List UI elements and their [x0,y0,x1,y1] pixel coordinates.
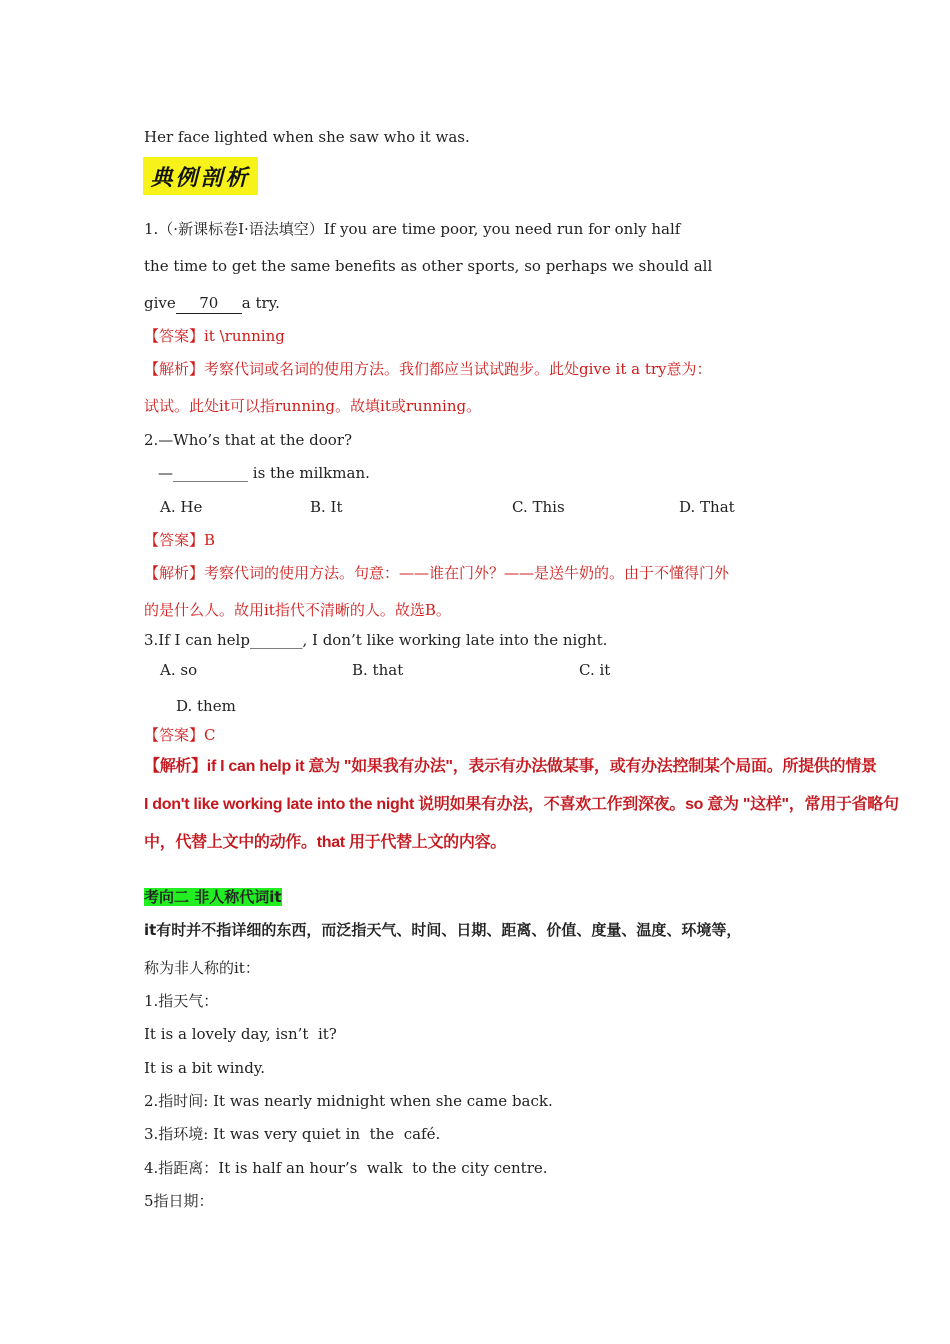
q3-analysis-line2: I don't like working late into the night 说明如果有办法，不喜欢工作到深夜。so 意为 "这样"，常用于省略句 [144,796,899,813]
q2-analysis-line1: 【解析】考察代词的使用方法。句意：——谁在门外？——是送牛奶的。由于不懂得门外 [144,564,730,582]
q2-reply [158,463,370,483]
q1-line2: the time to get the same benefits as other sports, so perhaps we should all [144,257,713,275]
q2-answer: 【答案】B [144,531,216,549]
section-item: 1.指天气： [144,992,219,1010]
section-item: It is a bit windy. [144,1059,266,1077]
q3-option-c: C. it [579,661,611,679]
q2-reply-blank: __________ [173,464,248,482]
q2-reply-prefix: — [158,464,173,482]
q2-option-a: A. He [160,498,203,516]
q2-reply-suffix: is the milkman. [248,464,370,482]
section-item: 2.指时间: It was nearly midnight when she came back. [144,1092,553,1110]
q1-line3-suffix: a try. [241,294,280,312]
q3-answer: 【答案】C [144,726,216,744]
q2-option-c: C. This [512,498,565,516]
section-desc-line1: it有时并不指详细的东西，而泛指天气、时间、日期、距离、价值、度量、温度、环境等， [144,921,742,939]
q2-analysis-line2: 的是什么人。故用it指代不清晰的人。故选B。 [144,601,451,619]
q1-line3 [144,293,280,314]
q2-option-d: D. That [679,498,735,516]
q3-option-d: D. them [176,697,236,715]
section-heading [144,887,282,907]
q2-option-b: B. It [310,498,343,516]
q3-option-a: A. so [160,661,198,679]
section-banner [143,157,258,195]
q3-option-b: B. that [352,661,404,679]
banner-label: 典例剖析 [150,164,251,191]
q2-question: 2.—Who’s that at the door? [144,431,353,449]
q3-analysis-line1: 【解析】if I can help it 意为 "如果我有办法"，表示有办法做某事，或有办法控制某个局面。所提供的情景 [144,758,877,775]
q3-analysis-line3: 中，代替上文中的动作。that 用于代替上文的内容。 [144,834,506,851]
q1-analysis-line1: 【解析】考察代词或名词的使用方法。我们都应当试试跑步。此处give it a try意为： [144,360,712,378]
section-desc-line2: 称为非人称的it： [144,959,260,977]
section-heading-text: 考向二 非人称代词it [144,888,282,906]
q1-line1: 1.（·新课标卷Ⅰ·语法填空）If you are time poor, you need run for only half [144,220,681,238]
section-item: It is a lovely day, isn’t it? [144,1025,337,1043]
q1-answer: 【答案】it \running [144,327,285,345]
q1-analysis-line2: 试试。此处it可以指running。故填it或running。 [144,397,482,415]
q3-question: 3.If I can help_______, I don’t like working late into the night. [144,631,608,649]
q1-line3-prefix: give [144,294,176,312]
section-item: 4.指距离：It is half an hour’s walk to the city centre. [144,1159,548,1177]
section-item: 3.指环境: It was very quiet in the café. [144,1125,441,1143]
q1-blank: 70 [176,293,242,314]
section-item: 5指日期： [144,1192,214,1210]
intro-sentence: Her face lighted when she saw who it was. [144,128,470,146]
